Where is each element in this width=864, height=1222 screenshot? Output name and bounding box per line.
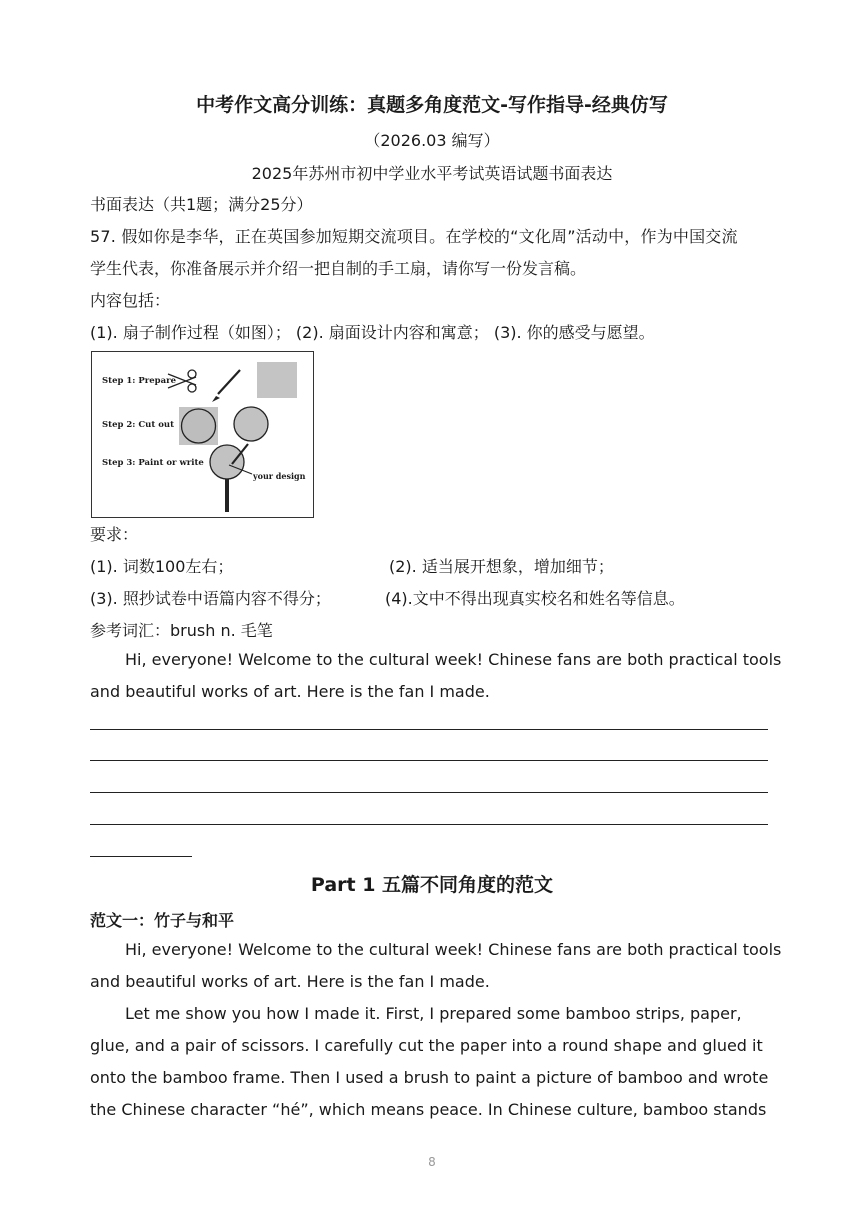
compile-date: （2026.03 编写） — [364, 131, 500, 150]
answer-line — [90, 760, 768, 761]
document-title: 中考作文高分训练：真题多角度范文-写作指导-经典仿写 — [196, 94, 668, 116]
step3-label: Step 3: Paint or write — [102, 458, 204, 468]
requirement-4: (4).文中不得出现真实校名和姓名等信息。 — [385, 589, 685, 608]
content-points: (1). 扇子制作过程（如图）； (2). 扇面设计内容和寓意； (3). 你的感受与愿望。 — [90, 323, 655, 342]
opening-line-1: Hi, everyone! Welcome to the cultural week! Chinese fans are both practical tools — [125, 650, 782, 669]
step2-label: Step 2: Cut out — [102, 420, 174, 430]
essay1-line-3: Let me show you how I made it. First, I prepared some bamboo strips, paper, — [125, 1004, 742, 1023]
opening-line-2: and beautiful works of art. Here is the fan I made. — [90, 682, 490, 701]
requirement-3: (3). 照抄试卷中语篇内容不得分； — [90, 589, 331, 608]
scissors-icon — [168, 370, 196, 392]
fan-with-design — [210, 445, 244, 479]
answer-line — [90, 824, 768, 825]
content-label: 内容包括： — [90, 291, 171, 310]
paper-square — [257, 362, 297, 398]
section-label: 书面表达（共1题；满分25分） — [90, 195, 313, 214]
answer-line — [90, 792, 768, 793]
essay1-line-2: and beautiful works of art. Here is the fan I made. — [90, 972, 490, 991]
fan-making-figure — [91, 351, 314, 518]
prompt-line-1: 57. 假如你是李华，正在英国参加短期交流项目。在学校的“文化周”活动中，作为中国交流 — [90, 227, 738, 246]
essay1-title: 范文一：竹子与和平 — [90, 911, 235, 930]
figure-drawings — [92, 352, 313, 517]
part1-heading: Part 1 五篇不同角度的范文 — [310, 874, 554, 896]
requirements-label: 要求： — [90, 525, 139, 544]
vocabulary-hint: 参考词汇：brush n. 毛笔 — [90, 621, 273, 640]
fan-handle — [225, 479, 229, 512]
essay1-line-5: onto the bamboo frame. Then I used a brush to paint a picture of bamboo and wrote — [90, 1068, 769, 1087]
exam-title: 2025年苏州市初中学业水平考试英语试题书面表达 — [251, 164, 613, 183]
round-fan-face — [234, 407, 268, 441]
prompt-line-2: 学生代表，你准备展示并介绍一把自制的手工扇，请你写一份发言稿。 — [90, 259, 587, 278]
answer-line — [90, 729, 768, 730]
step1-label: Step 1: Prepare — [102, 376, 177, 386]
essay1-line-1: Hi, everyone! Welcome to the cultural week! Chinese fans are both practical tools — [125, 940, 782, 959]
answer-line-short — [90, 856, 192, 857]
requirement-1: (1). 词数100左右； — [90, 557, 234, 576]
essay1-line-6: the Chinese character “hé”, which means peace. In Chinese culture, bamboo stands — [90, 1100, 767, 1119]
requirement-2: (2). 适当展开想象，增加细节； — [389, 557, 614, 576]
page-number: 8 — [428, 1155, 436, 1169]
essay1-line-4: glue, and a pair of scissors. I carefully cut the paper into a round shape and glued it — [90, 1036, 763, 1055]
cut-circle — [182, 409, 216, 443]
design-label: your design — [253, 471, 306, 481]
brush-icon — [212, 370, 240, 402]
